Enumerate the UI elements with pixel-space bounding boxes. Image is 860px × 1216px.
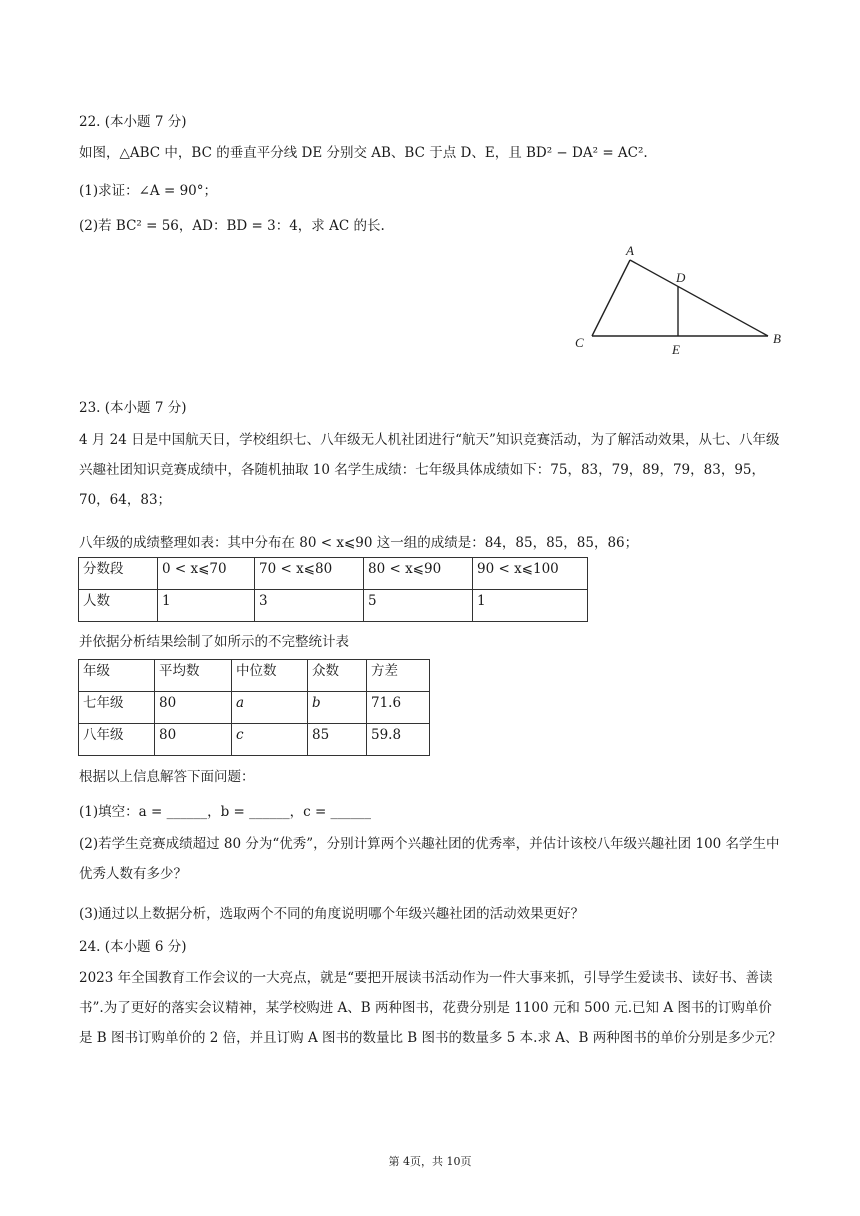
table-cell: 80 [155,692,232,724]
page-footer: 第 4页，共 10页 [388,1155,472,1168]
table-cell: b [308,692,367,724]
table-cell: 中位数 [232,660,308,692]
q22-stem: 如图，△ABC 中，BC 的垂直平分线 DE 分别交 AB、BC 于点 D、E，且 BD² − DA² = AC². [79,145,648,161]
table-cell: 七年级 [79,692,155,724]
table-cell: 八年级 [79,724,155,756]
segment-ca [592,260,630,336]
table-cell: 众数 [308,660,367,692]
table-cell: 分数段 [79,558,158,590]
label-c: C [575,335,584,350]
table-cell: 3 [255,590,364,622]
table-cell: 80 [155,724,232,756]
table-cell: 85 [308,724,367,756]
table-cell: 80 < x⩽90 [364,558,473,590]
table-cell: 1 [158,590,255,622]
table-row [79,692,430,724]
segment-ab [630,260,768,336]
label-b: B [773,331,781,346]
table-cell: a [232,692,308,724]
q22-header: 22. (本小题 7 分) [79,114,187,130]
table-cell: 5 [364,590,473,622]
label-d: D [676,270,686,285]
table-cell: 90 < x⩽100 [473,558,588,590]
q24-header: 24. (本小题 6 分) [79,939,187,955]
label-e: E [672,342,680,357]
table-row [79,590,588,622]
q23-part1: (1)填空：a = ______，b = ______，c = ______ [79,804,372,820]
q23-part2: (2)若学生竞赛成绩超过 80 分为“优秀”，分别计算两个兴趣社团的优秀率，并估计该校八年级兴趣社团 100 名学生中优秀人数有多少？ [79,836,780,882]
q23-para3: 并依据分析结果绘制了如所示的不完整统计表 [79,634,349,650]
q23-part3: (3)通过以上数据分析，选取两个不同的角度说明哪个年级兴趣社团的活动效果更好？ [79,906,585,922]
table-cell: c [232,724,308,756]
q23-para1: 4 月 24 日是中国航天日，学校组织七、八年级无人机社团进行“航天”知识竞赛活动，为了解活动效果，从七、八年级兴趣社团知识竞赛成绩中，各随机抽取 10 名学生成绩：七年级具体成绩如下：75，83，79，89，79，83，95，70，64，83； [79,432,780,508]
table-row [79,724,430,756]
q23-para4: 根据以上信息解答下面问题： [79,769,255,785]
q22-part1: (1)求证：∠A = 90°； [79,183,218,199]
table-cell: 1 [473,590,588,622]
triangle-figure [570,240,790,360]
table-row [79,558,588,590]
table-row [79,660,430,692]
score-distribution-table [78,557,588,622]
table-cell: 人数 [79,590,158,622]
table-cell: 0 < x⩽70 [158,558,255,590]
q24-body: 2023 年全国教育工作会议的一大亮点，就是“要把开展读书活动作为一件大事来抓，引导学生爱读书、读好书、善读书”.为了更好的落实会议精神，某学校购进 A、B 两种图书，花费分别是 1100 元和 500 元.已知 A 图书的订购单价是 B 图书订购单价的 2 倍，并且订购 A 图书的数量比 B 图书的数量多 5 本.求 A、B 两种图书的单价分别是多少元？ [79,970,782,1046]
q22-part2: (2)若 BC² = 56，AD：BD = 3：4，求 AC 的长. [79,218,385,234]
table-cell: 71.6 [367,692,430,724]
q23-para2: 八年级的成绩整理如表：其中分布在 80 < x⩽90 这一组的成绩是：84，85，85，85，86； [79,535,639,551]
table-cell: 70 < x⩽80 [255,558,364,590]
q23-header: 23. (本小题 7 分) [79,400,187,416]
table-cell: 方差 [367,660,430,692]
table-cell: 59.8 [367,724,430,756]
table-cell: 平均数 [155,660,232,692]
table-cell: 年级 [79,660,155,692]
statistics-table [78,659,430,756]
label-a: A [626,243,634,258]
